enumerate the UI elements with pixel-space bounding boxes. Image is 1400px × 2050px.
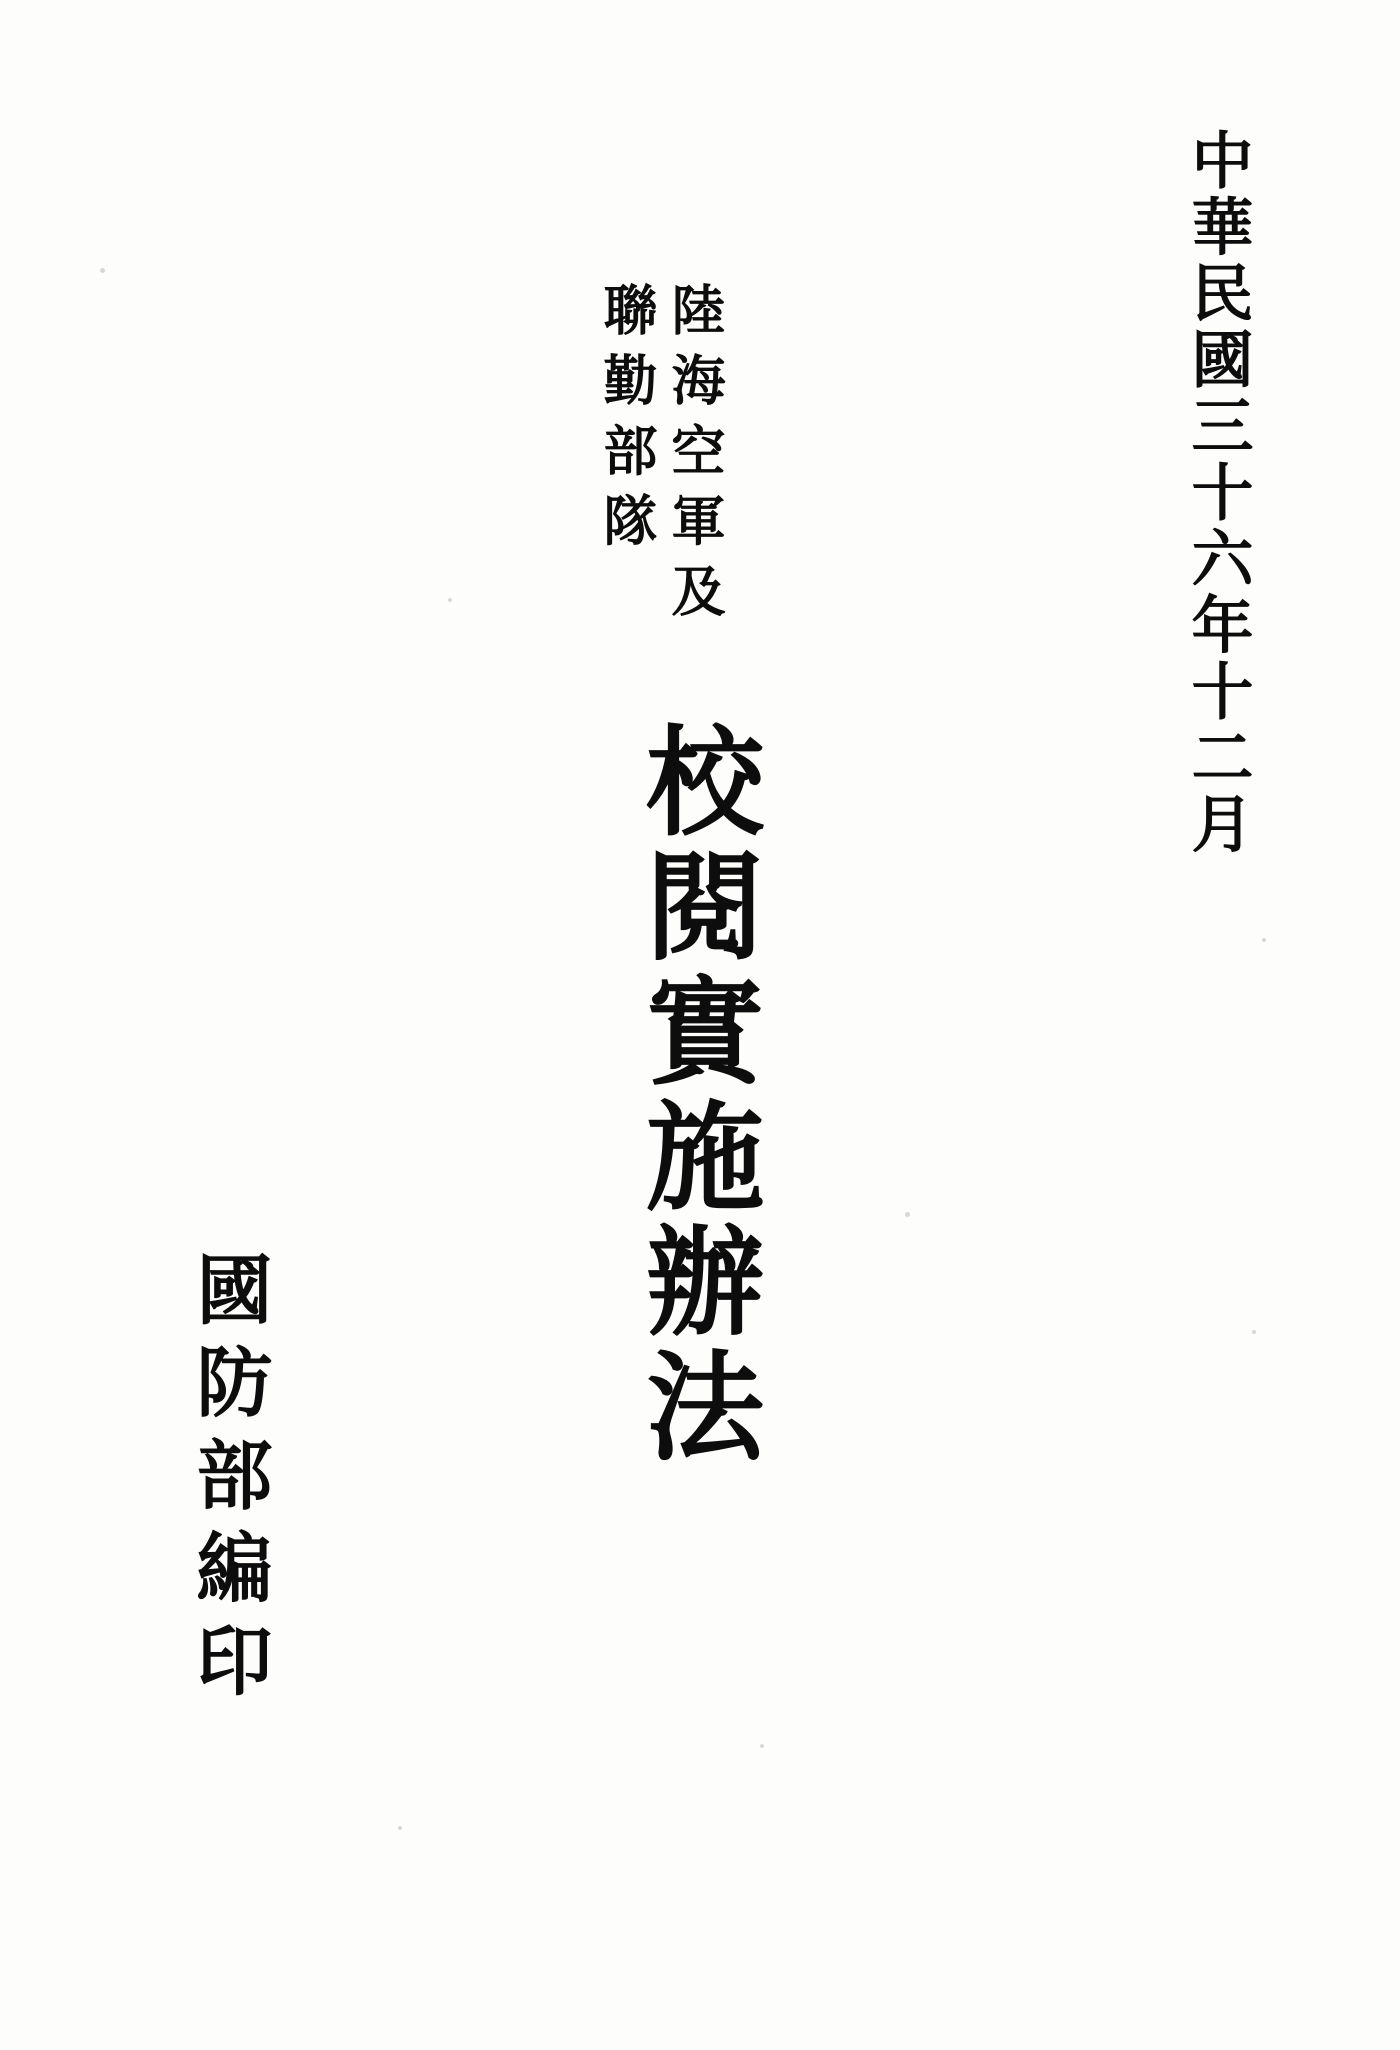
publisher-imprint: 國防部編印 <box>184 1250 273 1714</box>
paper-speck <box>100 268 105 273</box>
paper-speck <box>398 1826 402 1830</box>
paper-speck <box>1262 938 1266 942</box>
paper-speck <box>1252 1330 1256 1334</box>
publication-date: 中華民國三十六年十二月 <box>1181 128 1254 858</box>
page-title: 校閱實施辦法 <box>626 720 765 1471</box>
paper-speck <box>448 598 452 602</box>
subtitle-line-1: 陸海空軍及 <box>663 282 727 633</box>
paper-speck <box>760 1744 764 1748</box>
subtitle-line-2: 聯勤部隊 <box>595 282 659 563</box>
paper-speck <box>905 1212 910 1217</box>
